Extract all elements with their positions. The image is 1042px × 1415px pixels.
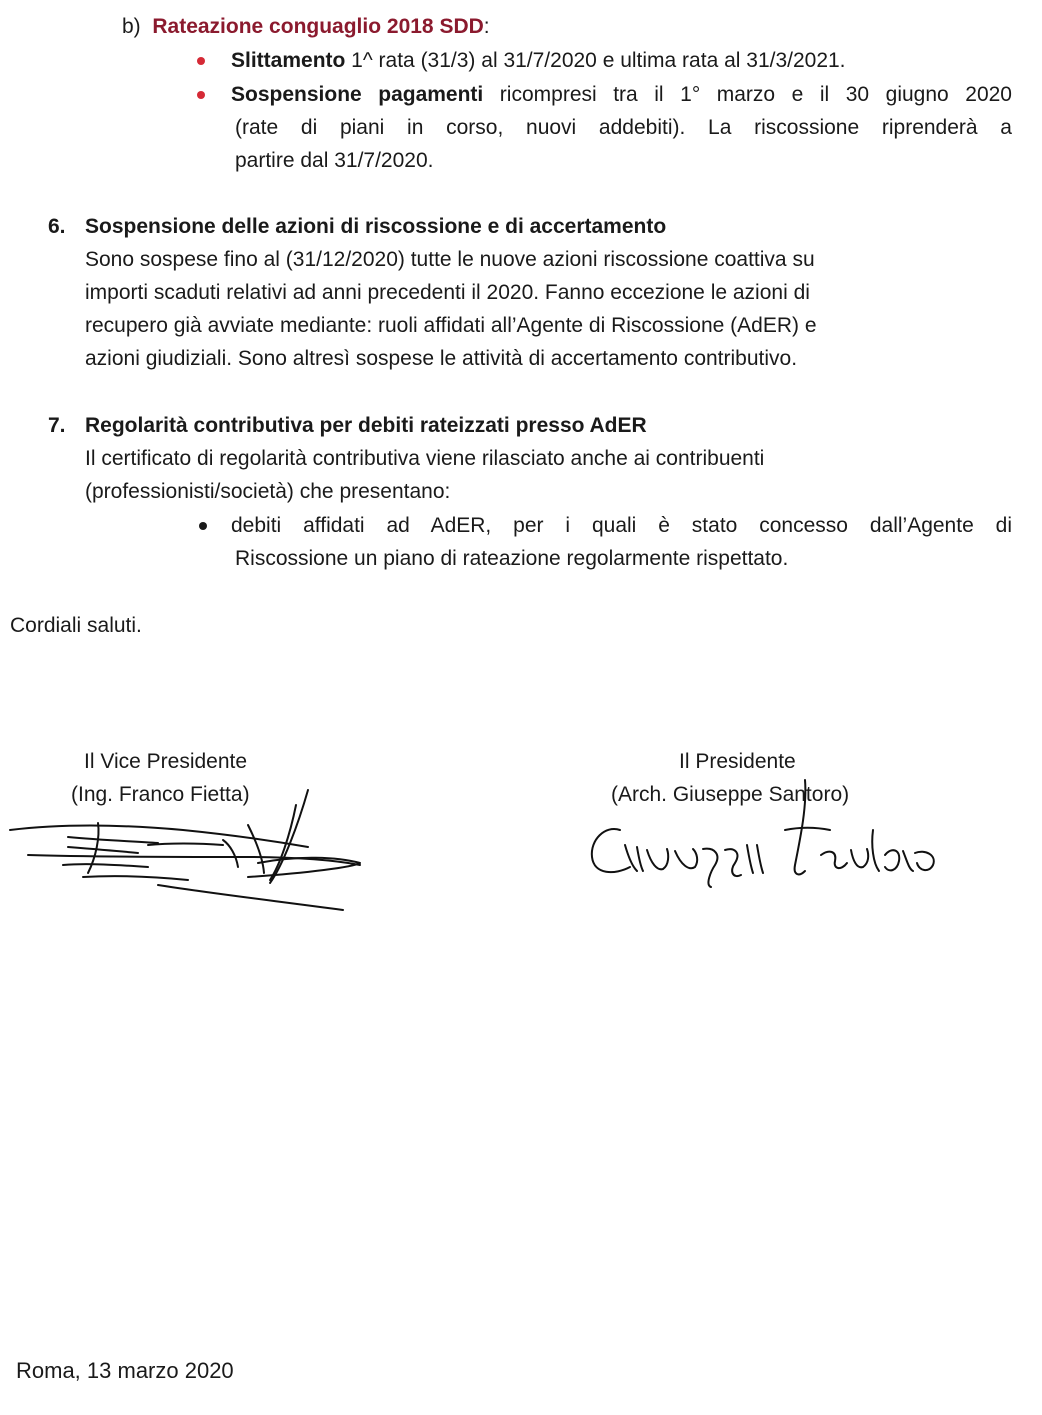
section-6-title: Sospensione delle azioni di riscossione e di accertamento	[85, 215, 667, 238]
section-b-bullet-2	[231, 78, 1012, 111]
section-b-bullet-2-line-2: (rate di piani in corso, nuovi addebiti). La riscossione riprenderà a	[235, 116, 1012, 139]
section-7-line-1: Il certificato di regolarità contributiva viene rilasciato anche ai contribuenti	[85, 447, 765, 470]
place-date: Roma, 13 marzo 2020	[16, 1358, 234, 1383]
section-7-title: Regolarità contributiva per debiti rateizzati presso AdER	[85, 414, 647, 437]
president-name: (Arch. Giuseppe Santoro)	[611, 783, 850, 806]
section-b-title: Rateazione conguaglio 2018 SDD	[152, 15, 484, 38]
section-b-heading	[122, 10, 490, 43]
section-b-colon: :	[483, 15, 490, 38]
bullet-dot	[197, 57, 205, 65]
section-b-bullet-1	[231, 44, 846, 77]
section-6-number: 6.	[48, 215, 66, 238]
section-7-number: 7.	[48, 414, 66, 437]
section-b-bullet-2-line-3: partire dal 31/7/2020.	[235, 149, 434, 172]
bullet-text: 1^ rata (31/3) al 31/7/2020 e ultima rata al 31/3/2021.	[345, 49, 846, 72]
closing-greeting: Cordiali saluti.	[10, 614, 142, 637]
section-7-line-2: (professionisti/società) che presentano:	[85, 480, 451, 503]
section-6-line-4: azioni giudiziali. Sono altresì sospese le attività di accertamento contributivo.	[85, 347, 798, 370]
bullet-strong: Slittamento	[231, 49, 346, 72]
bullet-strong: Sospensione pagamenti	[231, 83, 484, 106]
bullet-text: ricompresi tra il 1° marzo e il 30 giugno 2020	[483, 83, 1012, 106]
section-6-line-3: recupero già avviate mediante: ruoli affidati all’Agente di Riscossione (AdER) e	[85, 314, 817, 337]
section-6-line-1: Sono sospese fino al (31/12/2020) tutte le nuove azioni riscossione coattiva su	[85, 248, 815, 271]
bullet-dot	[197, 91, 205, 99]
president-signature	[585, 775, 945, 895]
section-6-line-2: importi scaduti relativi ad anni precedenti il 2020. Fanno eccezione le azioni di	[85, 281, 810, 304]
section-b-marker: b)	[122, 15, 141, 38]
vice-president-role: Il Vice Presidente	[84, 750, 248, 773]
section-7-bullet-line-2: Riscossione un piano di rateazione regolarmente rispettato.	[235, 547, 789, 570]
president-role: Il Presidente	[679, 750, 796, 773]
bullet-dot	[199, 522, 207, 530]
vice-president-name: (Ing. Franco Fietta)	[71, 783, 250, 806]
vice-president-signature	[8, 785, 368, 915]
section-7-bullet-line-1: debiti affidati ad AdER, per i quali è stato concesso dall’Agente di	[231, 514, 1012, 537]
